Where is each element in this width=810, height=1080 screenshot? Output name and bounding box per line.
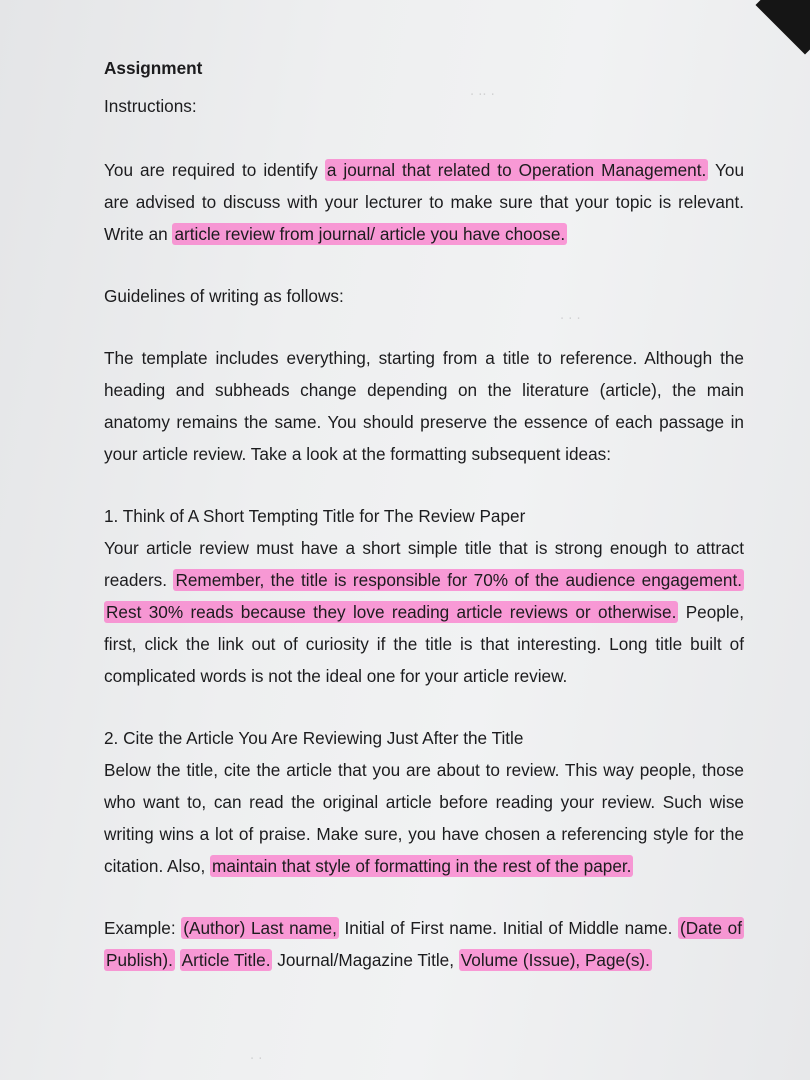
- highlight: Volume (Issue), Page(s).: [460, 950, 650, 970]
- bleed-through-mark: · · ·: [560, 312, 581, 327]
- section-1-paragraph: Your article review must have a short simple title that is strong enough to attract readers. Remember, the title is responsible for 70% of the audience engagement. Rest 30% reads because they love reading article reviews or otherwise. People, first, click the link out of curiosity if the title is that interesting. Long title built of complicated words is not the ideal one for your article review.: [104, 538, 744, 686]
- photo-corner-shadow: [756, 0, 810, 54]
- section-1-heading: 1. Think of A Short Tempting Title for The Review Paper: [104, 506, 526, 526]
- highlight: maintain that style of formatting in the rest of the paper.: [212, 856, 632, 876]
- document-title: Assignment: [104, 58, 203, 78]
- highlight: (Date of Publish).: [106, 918, 742, 970]
- highlight: a journal that related to Operation Management.: [326, 160, 707, 180]
- bleed-through-mark: · ·· ·: [470, 88, 495, 103]
- intro-paragraph: You are required to identify a journal that related to Operation Management. You are advised to discuss with your lecturer to make sure that your topic is relevant. Write an article review from journal/ article you have choose.: [104, 160, 744, 244]
- section-2-paragraph: Below the title, cite the article that you are about to review. This way people, those who want to, can read the original article before reading your review. Such wise writing wins a lot of praise. Make sure, you have chosen a referencing style for the citation. Also, maintain that style of formatting in the rest of the paper.: [104, 760, 744, 876]
- template-paragraph: The template includes everything, starting from a title to reference. Although the heading and subheads change depending on the literature (article), the main anatomy remains the same. You should preserve the essence of each passage in your article review. Take a look at the formatting subsequent ideas:: [104, 348, 744, 464]
- highlight: Article Title.: [181, 950, 271, 970]
- instructions-label: Instructions:: [104, 96, 197, 116]
- section-2-heading: 2. Cite the Article You Are Reviewing Just After the Title: [104, 728, 524, 748]
- bleed-through-mark: · ·: [250, 1052, 263, 1067]
- document-page: [104, 52, 744, 976]
- highlight: (Author) Last name,: [183, 918, 337, 938]
- guidelines-heading: Guidelines of writing as follows:: [104, 286, 344, 306]
- example-paragraph: Example: (Author) Last name, Initial of First name. Initial of Middle name. (Date of Publish). Article Title. Journal/Magazine Title, Volume (Issue), Page(s).: [104, 918, 742, 970]
- highlight: Remember, the title is responsible for 70% of the audience engagement. Rest 30% reads because they love reading article reviews or otherwise.: [106, 570, 743, 622]
- highlight: article review from journal/ article you have choose.: [174, 224, 566, 244]
